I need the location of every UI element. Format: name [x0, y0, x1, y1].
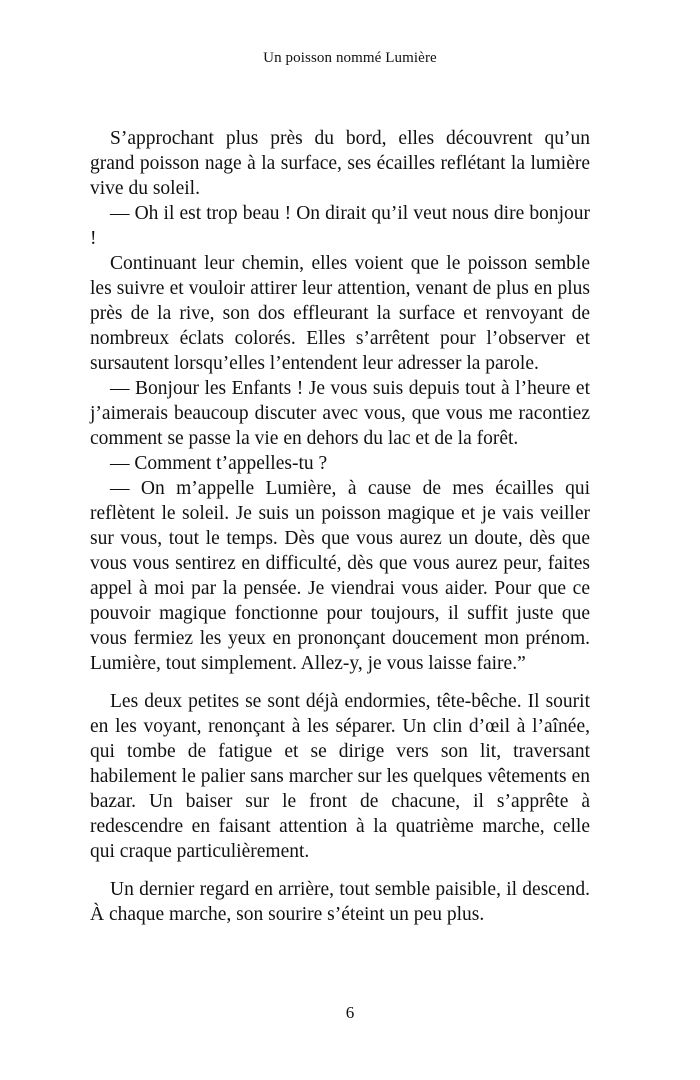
dialogue-line: — Bonjour les Enfants ! Je vous suis depuis tout à l’heure et j’aimerais beaucoup discuter avec vous, que vous me racontiez comment se passe la vie en dehors du lac et de la forêt.: [90, 378, 590, 449]
paragraph: Un dernier regard en arrière, tout semble paisible, il descend. À chaque marche, son sourire s’éteint un peu plus.: [90, 879, 590, 925]
dialogue-line: — Oh il est trop beau ! On dirait qu’il veut nous dire bonjour !: [90, 203, 590, 249]
text-body: [90, 126, 590, 927]
dialogue-line: — On m’appelle Lumière, à cause de mes écailles qui reflètent le soleil. Je suis un poisson magique et je vais veiller sur vous, tout le temps. Dès que vous aurez un doute, dès que vous vous sentirez en difficulté, dès que vous aurez peur, faites appel à moi par la pensée. Je viendrai vous aider. Pour que ce pouvoir magique fonctionne pour toujours, il suffit juste que vous fermiez les yeux en prononçant doucement mon prénom. Lumière, tout simplement. Allez-y, je vous laisse faire.”: [90, 478, 590, 674]
dialogue-line: — Comment t’appelles-tu ?: [110, 453, 328, 474]
page-number: 6: [345, 1003, 355, 1022]
running-header: Un poisson nommé Lumière: [263, 50, 437, 66]
paragraph: S’approchant plus près du bord, elles découvrent qu’un grand poisson nage à la surface, ses écailles reflétant la lumière vive du soleil.: [90, 128, 590, 199]
paragraph: Continuant leur chemin, elles voient que le poisson semble les suivre et vouloir attirer leur attention, venant de plus en plus près de la rive, son dos effleurant la surface et renvoyant de nombreux éclats colorés. Elles s’arrêtent pour l’observer et sursautent lorsqu’elles l’entendent leur adresser la parole.: [90, 253, 590, 374]
paragraph: Les deux petites se sont déjà endormies, tête-bêche. Il sourit en les voyant, renonçant à les séparer. Un clin d’œil à l’aînée, qui tombe de fatigue et se dirige vers son lit, traversant habilement le palier sans marcher sur les quelques vêtements en bazar. Un baiser sur le front de chacune, il s’apprête à redescendre en faisant attention à la quatrième marche, celle qui craque particulièrement.: [90, 691, 590, 862]
